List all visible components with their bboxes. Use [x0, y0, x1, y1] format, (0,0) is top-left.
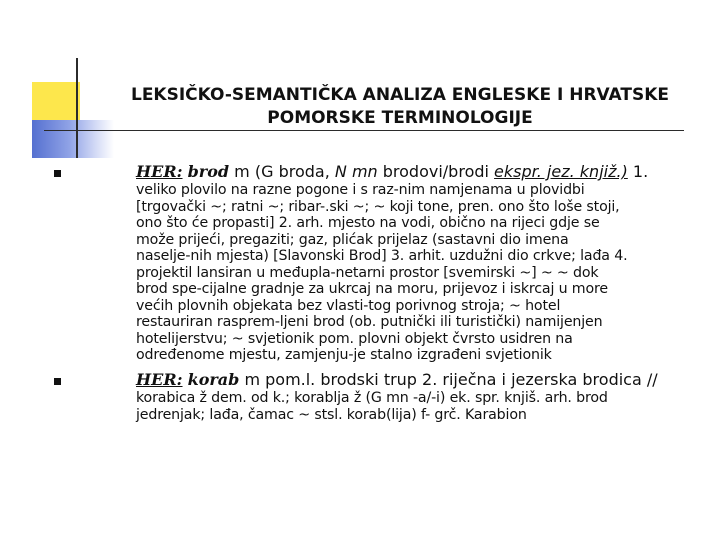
entry-brod	[136, 162, 708, 364]
entry-line: hotelijerstvu; ~ svjetionik pom. plovni objekt čvrsto usidren na	[136, 330, 573, 347]
entry-korab	[136, 370, 708, 423]
title-line-1: LEKSIČKO-SEMANTIČKA ANALIZA ENGLESKE I HRVATSKE	[130, 85, 669, 105]
entry-lead: HER:	[136, 162, 183, 181]
entry-line: korabica ž dem. od k.; korablja ž (G mn -a/-i) ek. spr. knjiš. arh. brod	[136, 390, 608, 406]
entry-line: brod spe-cijalne gradnje za ukrcaj na moru, prijevoz i iskrcaj u more	[136, 281, 608, 297]
entry-line: restauriran rasprem-ljeni brod (ob. putnički ili turistički) namijenjen	[136, 314, 603, 330]
entry-first-line	[136, 370, 708, 390]
entry-headword: korab	[187, 370, 240, 389]
vertical-rule	[76, 58, 78, 158]
entry-line: može prijeći, pregaziti; gaz, plićak prijelaz (sastavni dio imena	[136, 231, 569, 248]
entry-text: N mn	[334, 162, 378, 181]
entry-text: 1.	[627, 162, 649, 181]
entry-first-line	[136, 162, 708, 182]
horizontal-rule	[44, 130, 684, 131]
square-bullet-icon	[54, 378, 61, 385]
page-title	[80, 84, 720, 130]
title-line-2: POMORSKE TERMINOLOGIJE	[267, 108, 533, 128]
entry-line: ono što će propasti] 2. arh. mjesto na vodi, obično na rijeci gdje se	[136, 215, 600, 231]
entry-lead: HER:	[136, 370, 183, 389]
entry-line: naselje-nih mjesta) [Slavonski Brod] 3. arhit. uzdužni dio crkve; lađa 4.	[136, 248, 628, 264]
entry-text: ekspr. jez. knjiž.)	[494, 162, 628, 181]
entry-text: m pom.l. brodski trup 2. riječna i jezerska brodica //	[239, 370, 658, 389]
entry-line: veliko plovilo na razne pogone i s raz-nim namjenama u plovidbi	[136, 182, 585, 198]
entry-text: m (G broda,	[229, 162, 335, 181]
entry-line: većih plovnih objekata bez vlasti-tog porivnog stroja; ~ hotel	[136, 297, 561, 314]
entry-line: jedrenjak; lađa, čamac ~ stsl. korab(lija) f- grč. Karabion	[136, 406, 527, 423]
entry-line: projektil lansiran u međupla-netarni prostor [svemirski ~] ~ ~ dok	[136, 264, 599, 281]
entry-line: [trgovački ~; ratni ~; ribar-.ski ~; ~ koji tone, pren. ono što loše stoji,	[136, 198, 620, 215]
square-bullet-icon	[54, 170, 61, 177]
entry-line: određenome mjestu, zamjenju-je stalno izgrađeni svjetionik	[136, 347, 552, 363]
entry-text: brodovi/brodi	[377, 162, 495, 181]
entry-headword: brod	[187, 162, 230, 181]
